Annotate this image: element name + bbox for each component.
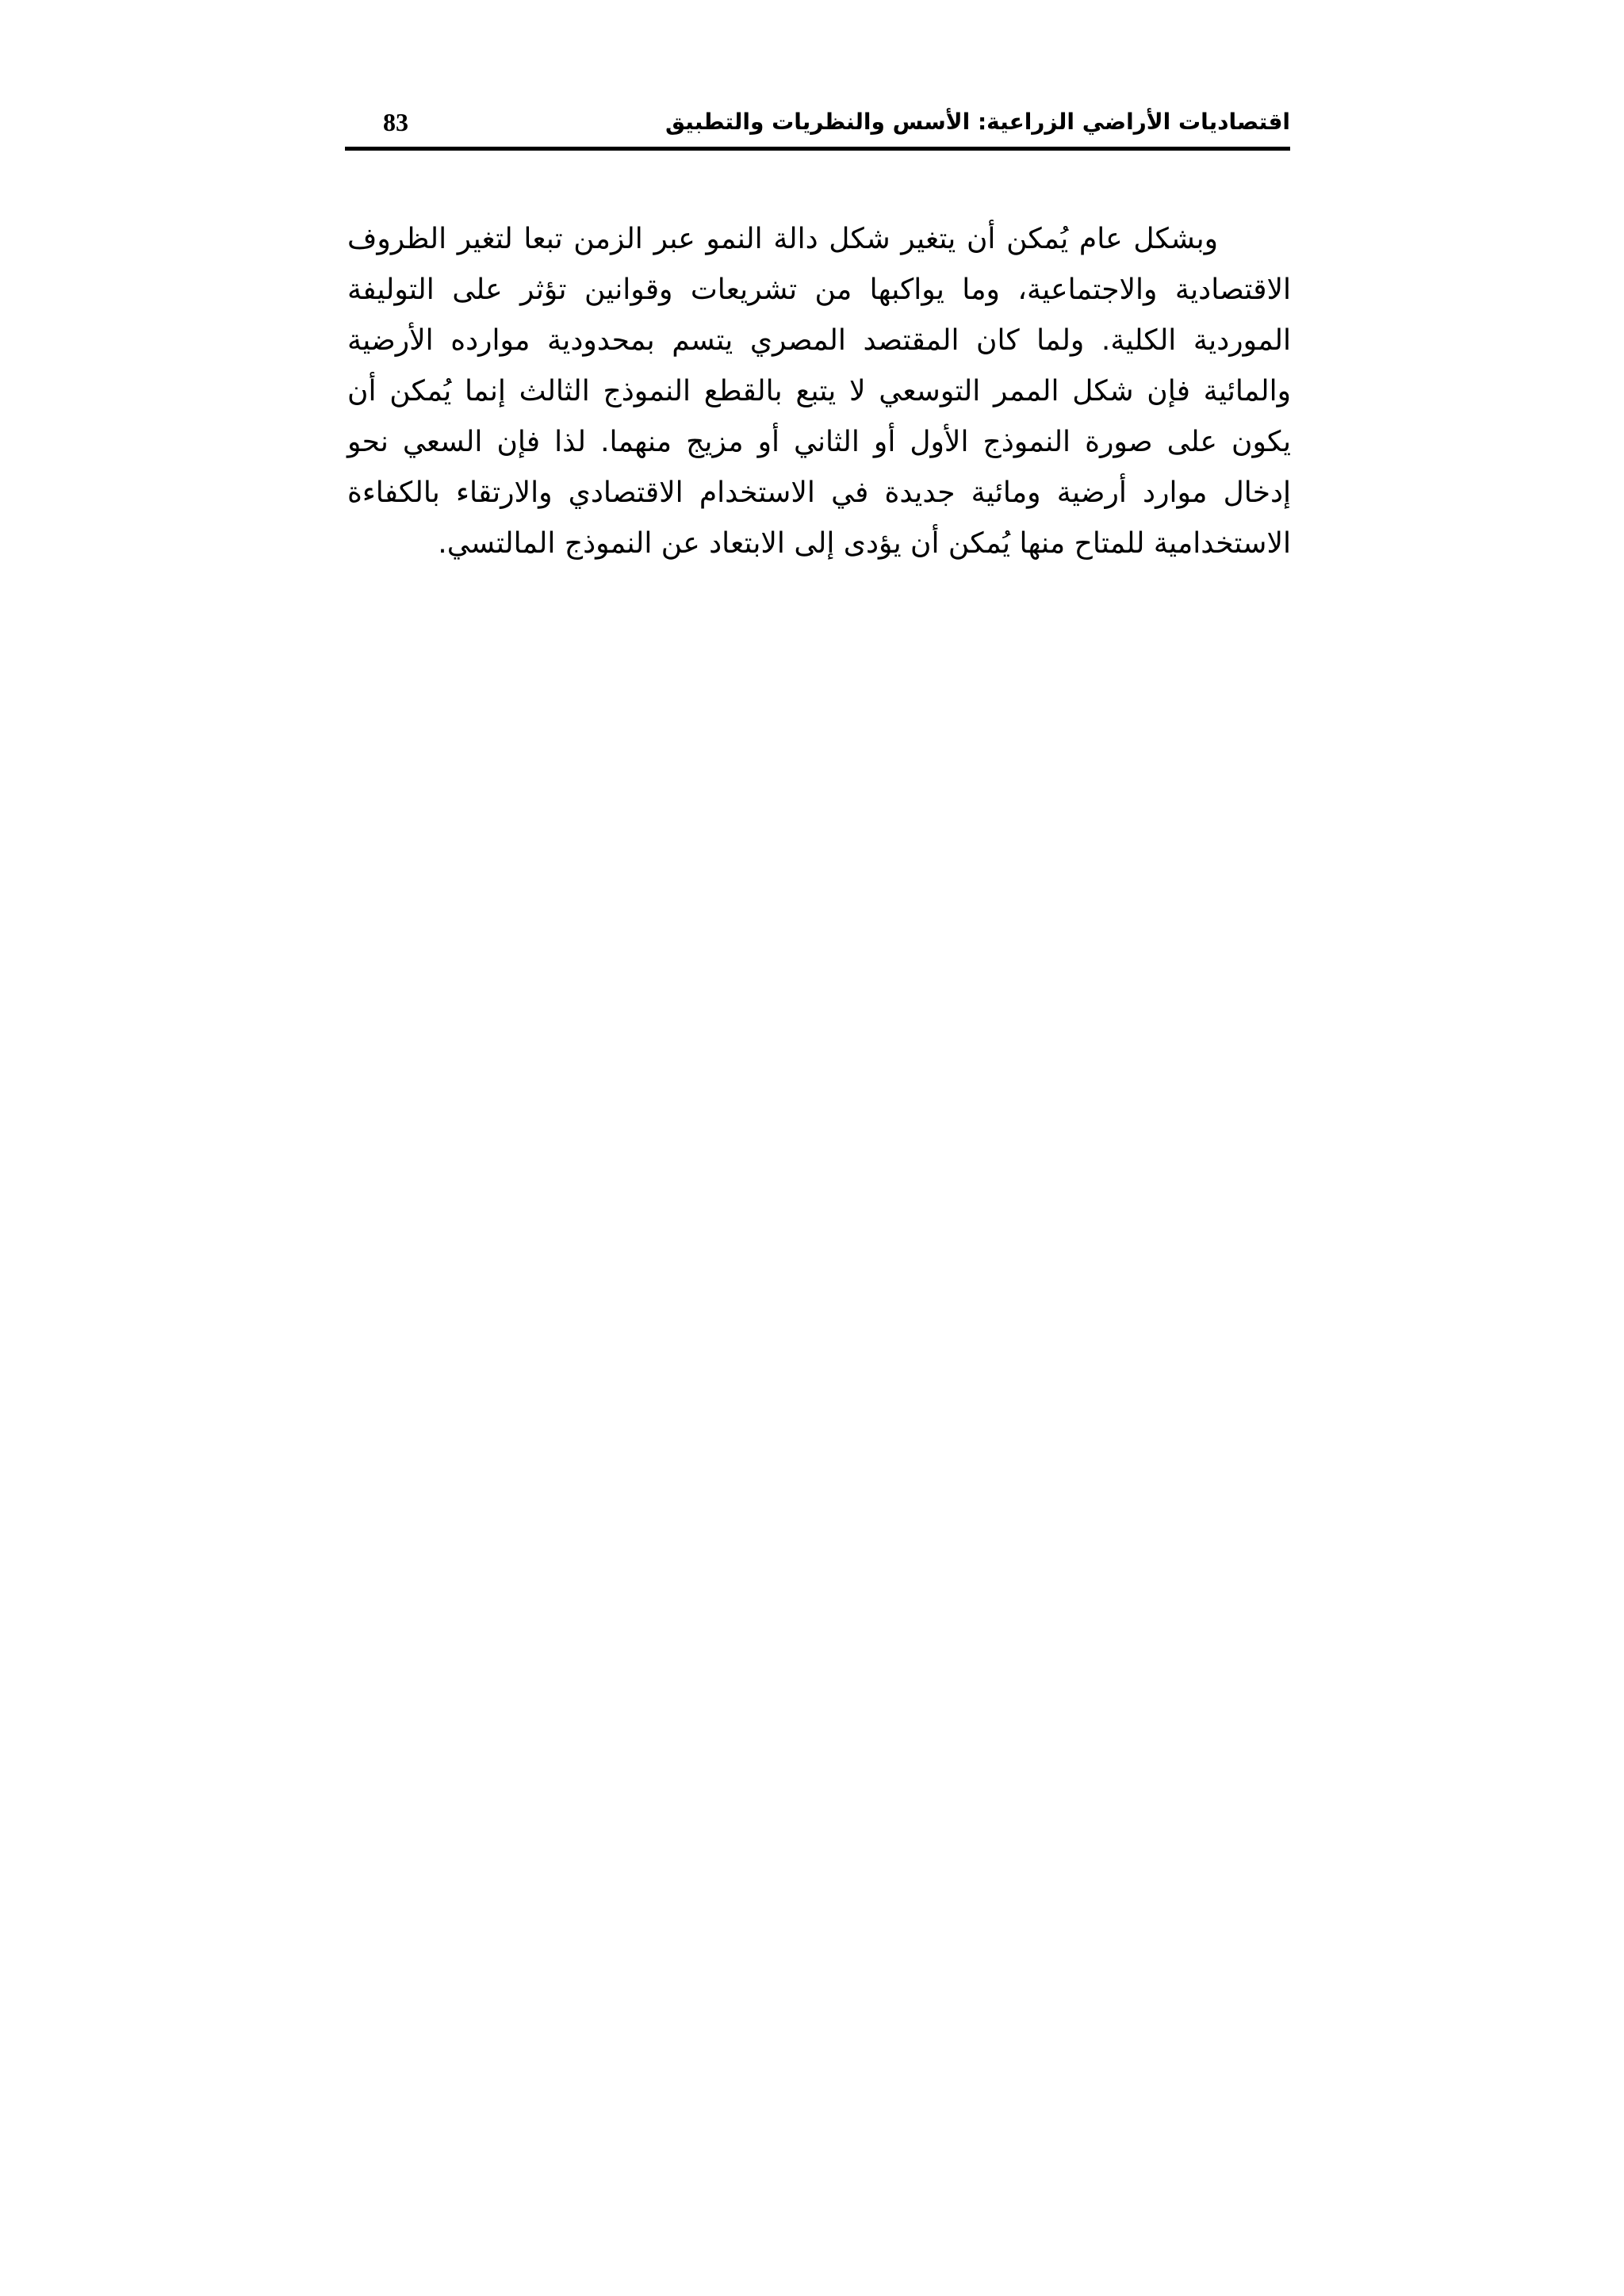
book-title: اقتصاديات الأراضي الزراعية: الأسس والنظريات والتطبيق — [665, 109, 1290, 135]
body-paragraph: وبشكل عام يُمكن أن يتغير شكل دالة النمو عبر الزمن تبعا لتغير الظروف الاقتصادية والاجتماعية، وما يواكبها من تشريعات وقوانين تؤثر على التوليفة الموردية الكلية. ولما كان المقتصد المصري يتسم بمحدودية موارده الأرضية والمائية فإن شكل الممر التوسعي لا يتبع بالقطع النموذج الثالث إنما يُمكن أن يكون على صورة النموذج الأول أو الثاني أو مزيج منهما. لذا فإن السعي نحو إدخال موارد أرضية ومائية جديدة في الاستخدام الاقتصادي والارتقاء بالكفاءة الاستخدامية للمتاح منها يُمكن أن يؤدى إلى الابتعاد عن النموذج المالتسي. — [347, 223, 1291, 560]
page-number: 83 — [383, 108, 408, 136]
header-divider — [345, 147, 1290, 151]
running-header — [345, 101, 1290, 143]
